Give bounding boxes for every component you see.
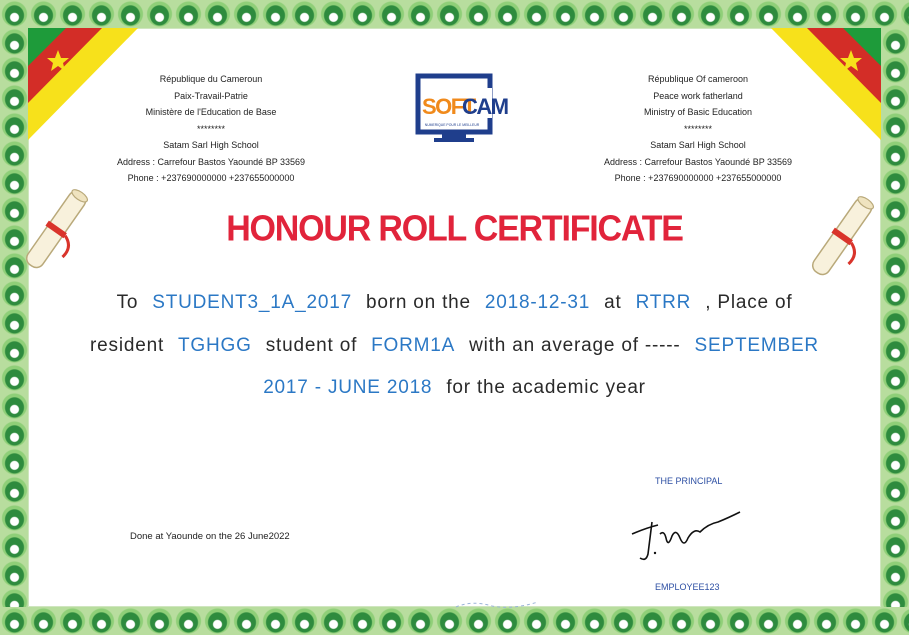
principal-title: THE PRINCIPAL [655,476,723,486]
decorative-border-bottom [0,607,909,635]
faint-stamp-mark [452,598,542,610]
certificate-line-1 [0,292,909,314]
at-label: at [604,292,622,313]
school-address: Address : Carrefour Bastos Yaoundé BP 33569 [603,156,793,167]
country-name: République Of cameroon [647,74,749,84]
principal-signature-icon [628,508,743,566]
motto: Paix-Travail-Patrie [174,90,248,101]
svg-text:NUMERIQUE POUR LE MEILLEUR: NUMERIQUE POUR LE MEILLEUR [424,123,480,127]
ministry: Ministry of Basic Education [643,107,753,117]
average-value: ----- [644,335,681,356]
issue-date: Done at Yaounde on the 26 June2022 [130,531,290,542]
school-phone: Phone : +237690000000 +237655000000 [614,173,782,183]
svg-text:SOFT: SOFT [422,94,475,119]
period-end: 2017 - JUNE 2018 [263,377,433,398]
student-of-label: student of [265,335,358,356]
certificate-line-3 [0,377,909,399]
decorative-border-left [0,28,28,607]
motto: Peace work fatherland [653,90,743,101]
school-name: Satam Sarl High School [650,140,746,150]
class-name: FORM1A [371,335,456,356]
student-name: STUDENT3_1A_2017 [152,292,352,313]
place-label: , Place of [705,292,793,313]
average-label: with an average of [469,335,639,356]
born-label: born on the [365,292,471,313]
period-start: SEPTEMBER [694,335,819,356]
ministry: Ministère de l'Education de Base [145,107,277,117]
header-left [91,71,331,187]
birth-place: RTRR [635,292,692,313]
decorative-border-right [881,28,909,607]
separator: ******** [196,123,226,134]
softcam-logo-icon [412,70,508,146]
school-address: Address : Carrefour Bastos Yaoundé BP 33569 [116,156,306,167]
school-phone: Phone : +237690000000 +237655000000 [127,173,295,183]
residence: TGHGG [178,335,252,356]
academic-year-label: for the academic year [446,377,646,398]
certificate-title: HONOUR ROLL CERTIFICATE [226,209,683,249]
svg-text:CAM: CAM [462,94,508,119]
principal-name: EMPLOYEE123 [655,582,720,592]
separator: ******** [683,123,713,134]
school-name: Satam Sarl High School [163,140,259,150]
decorative-border-top [0,0,909,28]
country-name: République du Cameroun [159,74,263,84]
certificate-line-2 [0,335,909,357]
resident-label: resident [90,335,165,356]
birth-date: 2018-12-31 [484,292,591,313]
header-right [578,71,818,187]
to-label: To [116,292,139,313]
